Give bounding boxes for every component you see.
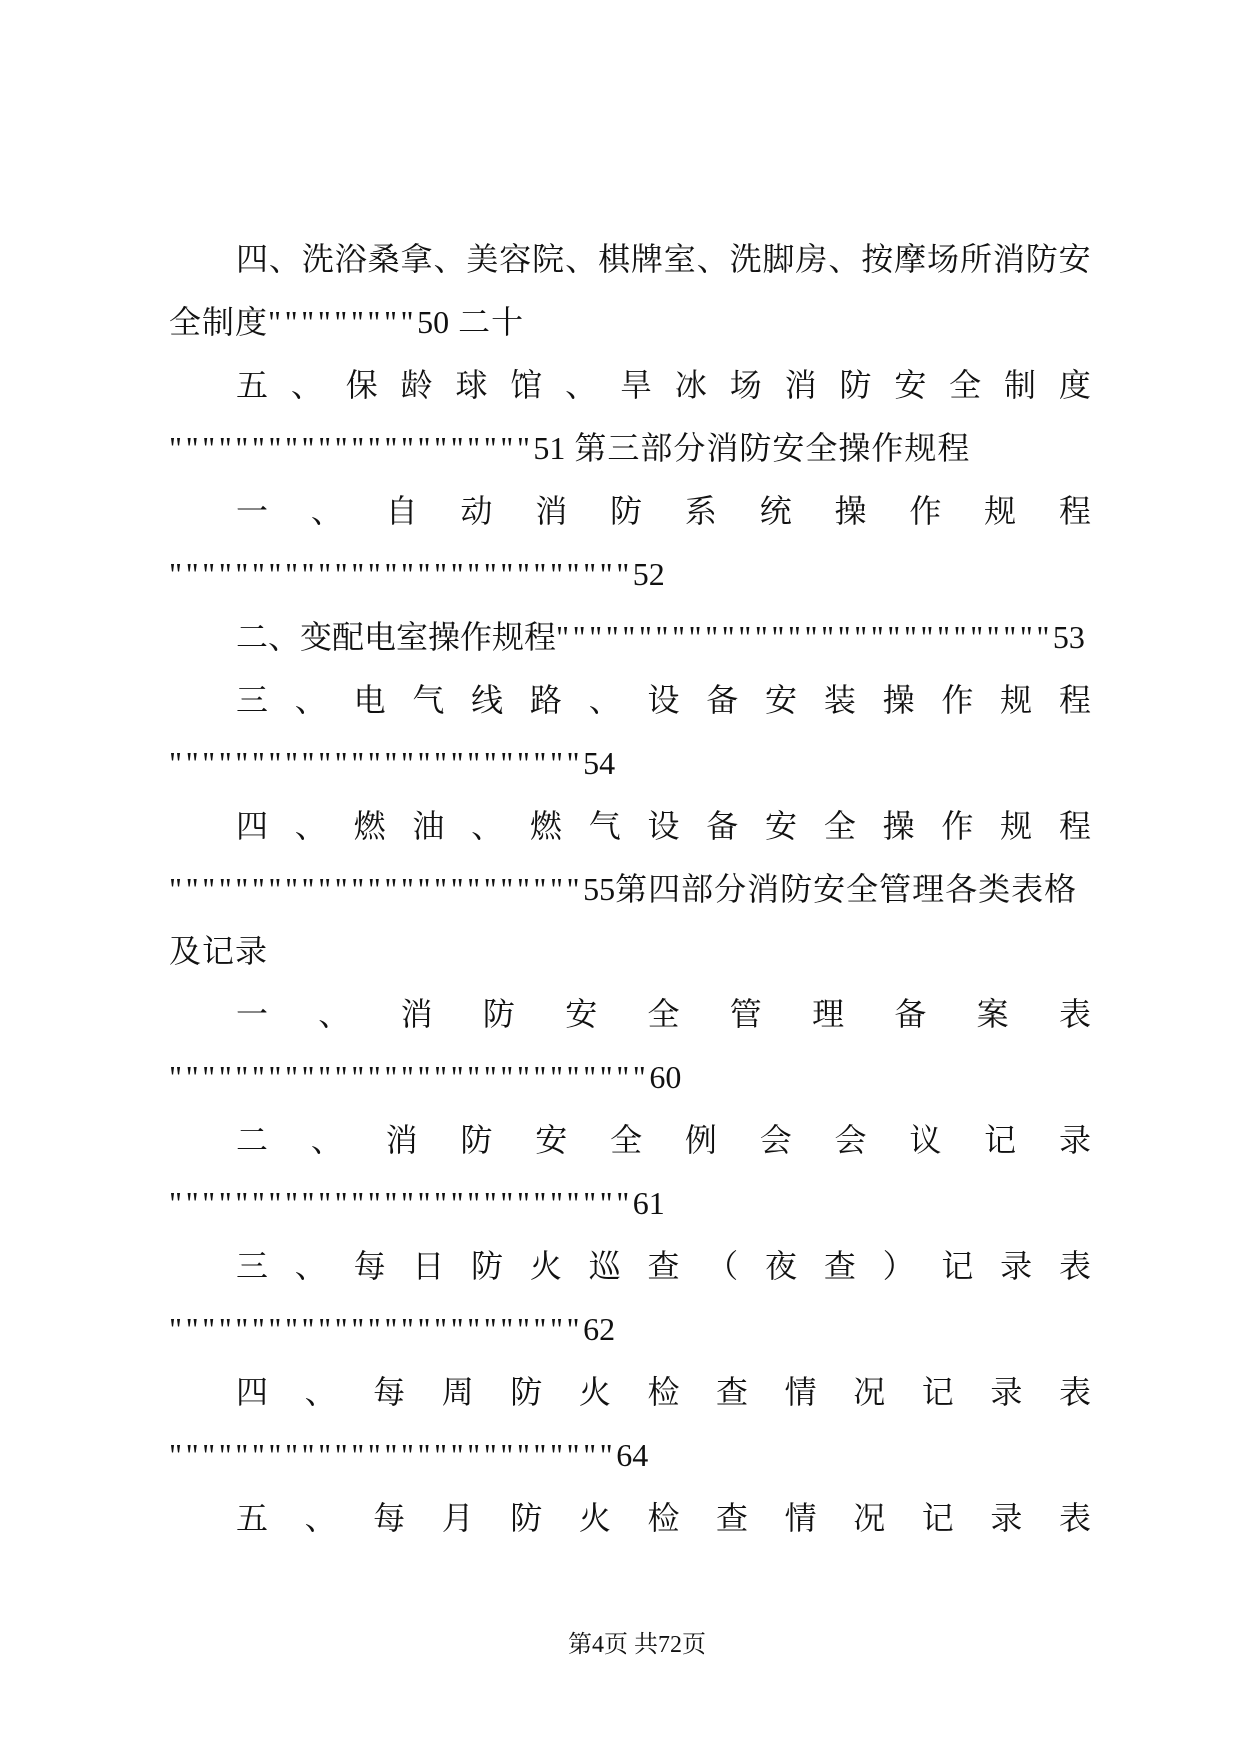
toc-leader-line (169, 554, 665, 594)
title-char: 程 (1058, 808, 1091, 844)
title-char: 脚 (762, 241, 795, 277)
title-char: 、 (696, 241, 729, 277)
title-char: 桑 (367, 241, 400, 277)
title-char: 消 (400, 996, 433, 1032)
title-char: ） (882, 1248, 915, 1284)
title-char: 表 (1058, 1248, 1091, 1284)
toc-leader-line (169, 1057, 681, 1097)
title-char: 防 (510, 1500, 543, 1536)
title-char: 规 (1000, 682, 1033, 718)
toc-leader-line (169, 428, 970, 468)
toc-leader-dots: """"""""""""""""""""""""""""" (169, 1059, 650, 1095)
title-char: 度 (1058, 367, 1091, 403)
title-char: 、 (565, 367, 598, 403)
title-char: 全 (823, 808, 856, 844)
toc-leader-dots: """""""""""""""""""""""""""" (169, 1185, 633, 1221)
toc-leader-dots: """""""""""""""""""""" (169, 430, 534, 466)
title-char: 线 (471, 682, 504, 718)
title-char: 全 (949, 367, 982, 403)
title-char: 查 (716, 1500, 749, 1536)
title-char: 装 (823, 682, 856, 718)
title-char: 牌 (630, 241, 663, 277)
title-char: 五 (236, 1500, 269, 1536)
title-char: 、 (294, 1248, 327, 1284)
title-char: 会 (834, 1122, 867, 1158)
title-char: 全 (610, 1122, 643, 1158)
title-char: 火 (578, 1374, 611, 1410)
title-char: 议 (909, 1122, 942, 1158)
title-char: 录 (990, 1500, 1023, 1536)
toc-leader-line (169, 1183, 665, 1223)
title-char: 管 (729, 996, 762, 1032)
title-char: 作 (941, 682, 974, 718)
title-char: 四 (236, 1374, 269, 1410)
title-char: 检 (647, 1500, 680, 1536)
toc-leader-dots: """""""""""""""""""""""""""""" (556, 619, 1053, 655)
toc-page-number: 61 (632, 1185, 665, 1221)
toc-leader-line (169, 302, 524, 342)
title-char: 每 (373, 1500, 406, 1536)
title-char: 会 (759, 1122, 792, 1158)
title-char: 规 (984, 493, 1017, 529)
title-char: 保 (345, 367, 378, 403)
title-char: 况 (853, 1500, 886, 1536)
page-footer: 第4页 共72页 (568, 1632, 706, 1658)
title-char: 浴 (334, 241, 367, 277)
title-char: 防 (1025, 241, 1058, 277)
title-char: 夜 (765, 1248, 798, 1284)
toc-entry-title (236, 1120, 1091, 1160)
toc-leader-dots: """"""""""""""""""""""""" (169, 745, 584, 781)
title-char: 作 (941, 808, 974, 844)
toc-page-number: 50 (417, 304, 450, 340)
toc-page-number: 54 (583, 745, 616, 781)
title-char: 洗 (301, 241, 334, 277)
title-char: 室 (663, 241, 696, 277)
title-char: 燃 (353, 808, 386, 844)
title-char: 理 (812, 996, 845, 1032)
title-char: 、 (310, 1122, 343, 1158)
title-char: 周 (441, 1374, 474, 1410)
title-char: 场 (729, 367, 762, 403)
toc-entry-title: 二、变配电室操作规程 (236, 619, 557, 655)
title-char: 按 (861, 241, 894, 277)
title-char: 路 (529, 682, 562, 718)
toc-leader-dots: """"""""""""""""""""""""" (169, 1311, 584, 1347)
title-char: 、 (318, 996, 351, 1032)
title-char: 防 (482, 996, 515, 1032)
title-char: 院 (532, 241, 565, 277)
toc-page-number: 55 (583, 871, 616, 907)
title-char: 录 (1058, 1122, 1091, 1158)
title-char: 备 (706, 808, 739, 844)
title-char: 、 (294, 682, 327, 718)
title-char: 燃 (529, 808, 562, 844)
title-char: 冰 (674, 367, 707, 403)
title-char: 防 (510, 1374, 543, 1410)
toc-entry-title (236, 1246, 1091, 1286)
title-char: 查 (823, 1248, 856, 1284)
section-heading: 第四部分消防安全管理各类表格 (615, 871, 1078, 907)
title-char: 安 (894, 367, 927, 403)
toc-entry-title: 二十 (458, 304, 525, 340)
title-char: 所 (959, 241, 992, 277)
title-char: 巡 (588, 1248, 621, 1284)
toc-entry-title (236, 994, 1091, 1034)
title-char: 四 (236, 241, 269, 277)
toc-page-number: 51 (533, 430, 566, 466)
title-char: 记 (941, 1248, 974, 1284)
title-char: 记 (921, 1500, 954, 1536)
title-char: 程 (1058, 682, 1091, 718)
title-char: 拿 (400, 241, 433, 277)
title-char: 防 (839, 367, 872, 403)
title-char: 月 (441, 1500, 474, 1536)
title-char: 房 (795, 241, 828, 277)
title-char: 火 (578, 1500, 611, 1536)
toc-leader-line (169, 1309, 615, 1349)
title-char: 、 (304, 1374, 337, 1410)
title-char: 情 (784, 1500, 817, 1536)
title-char: 录 (990, 1374, 1023, 1410)
title-char: 球 (455, 367, 488, 403)
title-char: 安 (1058, 241, 1091, 277)
title-char: 案 (976, 996, 1009, 1032)
title-char: 查 (716, 1374, 749, 1410)
title-char: 每 (353, 1248, 386, 1284)
title-char: 查 (647, 1248, 680, 1284)
title-char: 统 (759, 493, 792, 529)
toc-leader-dots: """""""""""""""""""""""""""" (169, 556, 633, 592)
title-char: 防 (471, 1248, 504, 1284)
title-char: 场 (927, 241, 960, 277)
title-char: 安 (765, 682, 798, 718)
toc-entry-title (236, 806, 1091, 846)
title-char: 安 (565, 996, 598, 1032)
toc-page-number: 64 (616, 1437, 649, 1473)
toc-leader-line (169, 1435, 648, 1475)
title-char: 设 (647, 682, 680, 718)
title-char: 例 (684, 1122, 717, 1158)
title-char: 表 (1058, 1500, 1091, 1536)
title-char: 三 (236, 1248, 269, 1284)
title-char: 、 (310, 493, 343, 529)
title-char: 一 (236, 493, 269, 529)
title-char: 每 (373, 1374, 406, 1410)
title-char: 自 (385, 493, 418, 529)
toc-page-number: 53 (1052, 619, 1085, 655)
title-char: 美 (466, 241, 499, 277)
toc-page-number: 62 (583, 1311, 616, 1347)
title-char: 、 (268, 241, 301, 277)
title-char: 一 (236, 996, 269, 1032)
title-char: 消 (385, 1122, 418, 1158)
toc-leader-dots: """"""""" (268, 304, 418, 340)
title-char: 气 (412, 682, 445, 718)
title-char: 三 (236, 682, 269, 718)
title-char: 制 (1004, 367, 1037, 403)
title-char: 录 (1000, 1248, 1033, 1284)
title-char: 消 (535, 493, 568, 529)
toc-leader-dots: """"""""""""""""""""""""" (169, 871, 584, 907)
title-char: 检 (647, 1374, 680, 1410)
title-char: 防 (610, 493, 643, 529)
toc-page-number: 52 (632, 556, 665, 592)
title-char: 容 (499, 241, 532, 277)
title-char: 操 (882, 808, 915, 844)
toc-entry-title (236, 1498, 1091, 1538)
title-char: 操 (882, 682, 915, 718)
title-char: 记 (984, 1122, 1017, 1158)
title-char: 防 (460, 1122, 493, 1158)
title-char: 表 (1058, 1374, 1091, 1410)
title-char: 、 (290, 367, 323, 403)
title-char: 记 (921, 1374, 954, 1410)
toc-entry-title: 全制度 (169, 304, 269, 340)
title-char: 气 (588, 808, 621, 844)
title-char: 况 (853, 1374, 886, 1410)
toc-leader-dots: """"""""""""""""""""""""""" (169, 1437, 617, 1473)
title-char: 五 (236, 367, 269, 403)
title-char: 系 (684, 493, 717, 529)
title-char: 表 (1058, 996, 1091, 1032)
toc-entry-title (236, 491, 1091, 531)
title-char: 、 (294, 808, 327, 844)
title-char: 操 (834, 493, 867, 529)
title-char: 、 (588, 682, 621, 718)
title-char: 日 (412, 1248, 445, 1284)
toc-entry-title (236, 239, 1091, 279)
toc-entry-title (236, 365, 1091, 405)
title-char: 、 (433, 241, 466, 277)
title-char: 情 (784, 1374, 817, 1410)
toc-entry-title (236, 680, 1091, 720)
title-char: 动 (460, 493, 493, 529)
title-char: 馆 (510, 367, 543, 403)
title-char: 、 (828, 241, 861, 277)
title-char: 备 (894, 996, 927, 1032)
title-char: 安 (765, 808, 798, 844)
title-char: 规 (1000, 808, 1033, 844)
title-char: 消 (784, 367, 817, 403)
toc-page-number: 60 (649, 1059, 682, 1095)
title-char: （ (706, 1248, 739, 1284)
toc-leader-line (169, 869, 1077, 909)
title-char: 、 (471, 808, 504, 844)
title-char: 旱 (620, 367, 653, 403)
title-char: 设 (647, 808, 680, 844)
title-char: 程 (1058, 493, 1091, 529)
toc-entry-title (236, 1372, 1091, 1412)
title-char: 电 (353, 682, 386, 718)
title-char: 龄 (400, 367, 433, 403)
title-char: 备 (706, 682, 739, 718)
section-heading: 第三部分消防安全操作规程 (574, 430, 971, 466)
title-char: 安 (535, 1122, 568, 1158)
title-char: 、 (565, 241, 598, 277)
title-char: 棋 (597, 241, 630, 277)
title-char: 、 (304, 1500, 337, 1536)
title-char: 四 (236, 808, 269, 844)
title-char: 二 (236, 1122, 269, 1158)
title-char: 油 (412, 808, 445, 844)
toc-leader-line (169, 743, 615, 783)
toc-leader-line (236, 617, 1085, 657)
title-char: 全 (647, 996, 680, 1032)
title-char: 火 (529, 1248, 562, 1284)
title-char: 作 (909, 493, 942, 529)
section-heading: 及记录 (169, 933, 269, 969)
title-char: 消 (992, 241, 1025, 277)
title-char: 摩 (894, 241, 927, 277)
title-char: 洗 (729, 241, 762, 277)
